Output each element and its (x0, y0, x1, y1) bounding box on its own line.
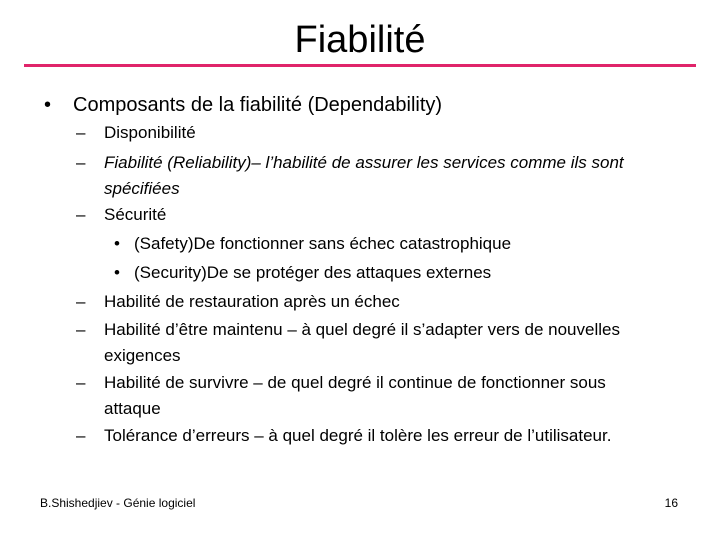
title-underline (24, 64, 696, 67)
dash-glyph: – (76, 373, 86, 392)
sub-item-text: (Safety)De fonctionner sans échec catastrophique (134, 234, 512, 253)
sub-item-text: (Security)De se protéger des attaques externes (134, 263, 492, 282)
list-item-text: Tolérance d’erreurs – à quel degré il tolère les erreur de l’utilisateur. (104, 426, 612, 445)
list-item-text: Habilité d’être maintenu – à quel degré il s’adapter vers de nouvelles exigences (104, 320, 620, 365)
list-item-text: Disponibilité (104, 123, 196, 142)
list-item-text: Sécurité (104, 205, 167, 224)
dot-glyph: • (114, 263, 120, 282)
dash-glyph: – (76, 426, 86, 445)
dash-glyph: – (76, 320, 86, 339)
dot-glyph: • (114, 234, 120, 253)
list-item-text: Habilité de restauration après un échec (104, 292, 400, 311)
main-bullet-text: Composants de la fiabilité (Dependability) (73, 94, 443, 116)
dash-glyph: – (76, 205, 86, 224)
dash-glyph: – (76, 123, 86, 142)
list-item-text: Fiabilité (Reliability)– l’habilité de assurer les services comme ils sont spécifiées (104, 153, 624, 198)
footer-author: B.Shishedjiev - Génie logiciel (40, 496, 196, 510)
page-number: 16 (664, 496, 678, 510)
bullet-glyph: • (44, 94, 52, 116)
dash-glyph: – (76, 153, 86, 172)
slide-title: Fiabilité (294, 19, 426, 61)
dash-glyph: – (76, 292, 86, 311)
list-item-text: Habilité de survivre – de quel degré il continue de fonctionner sous attaque (104, 373, 606, 418)
